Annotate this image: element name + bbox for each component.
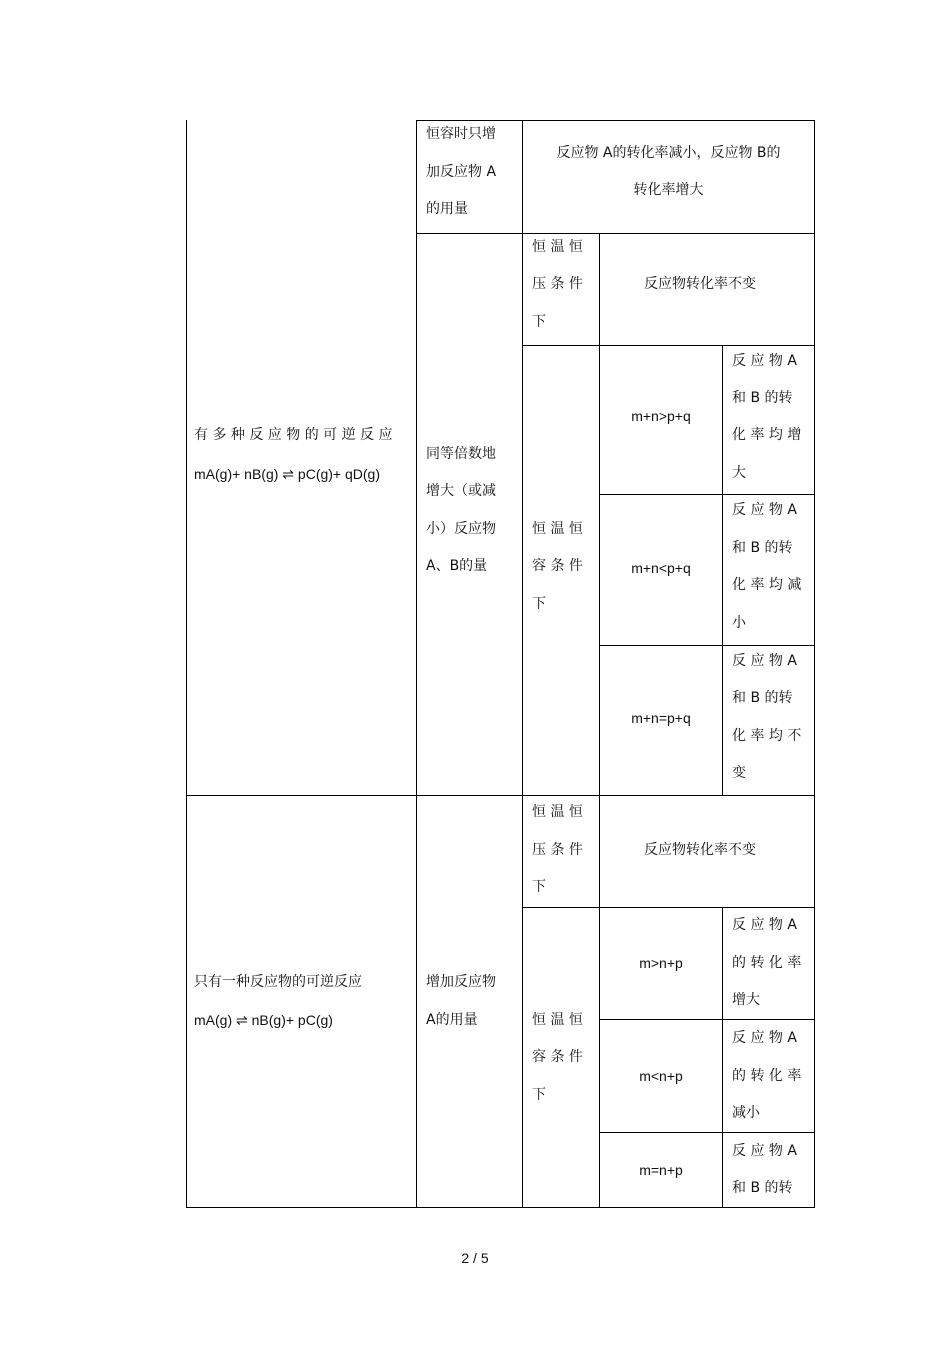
grid-line bbox=[416, 120, 417, 1208]
group1-subrow-condition: m+n=p+q bbox=[631, 710, 691, 726]
group2-equation: mA(g) ⇌ nB(g)+ pC(g) bbox=[194, 1012, 333, 1028]
group2-operation-line: 增加反应物 bbox=[426, 974, 496, 990]
group1-equation: mA(g)+ nB(g) ⇌ pC(g)+ qD(g) bbox=[194, 466, 380, 482]
group2-subrow-condition: m>n+p bbox=[639, 955, 683, 971]
group2-pressure-result: 反应物转化率不变 bbox=[644, 842, 756, 858]
grid-line bbox=[522, 120, 523, 1208]
group2-subrow-result-line: 减小 bbox=[732, 1105, 760, 1121]
group2-subrow-result-line: 的 转 化 率 bbox=[732, 955, 802, 971]
group2-volume-condition: 恒 温 恒 bbox=[532, 1012, 583, 1028]
group1-operation-line: 同等倍数地 bbox=[426, 446, 496, 462]
row1-result-line: 反应物 A的转化率减小，反应物 B的 bbox=[556, 145, 781, 161]
group1-volume-condition: 下 bbox=[532, 596, 546, 612]
group1-subrow-condition: m+n<p+q bbox=[631, 560, 691, 576]
group2-volume-condition: 容 条 件 bbox=[532, 1049, 583, 1065]
group1-operation-line: 增大（或减 bbox=[426, 483, 496, 499]
group2-subrow-condition: m<n+p bbox=[639, 1068, 683, 1084]
group2-subrow-result-line: 反 应 物 A bbox=[732, 1030, 797, 1046]
group2-title: 只有一种反应物的可逆反应 bbox=[194, 974, 362, 990]
group2-volume-condition: 下 bbox=[532, 1087, 546, 1103]
group1-operation-line: 小）反应物 bbox=[426, 521, 496, 537]
group1-title: 有 多 种 反 应 物 的 可 逆 反 应 bbox=[194, 427, 393, 443]
row1-case-line: 的用量 bbox=[426, 201, 468, 217]
group1-subrow-result-line: 化 率 均 不 bbox=[732, 728, 802, 744]
group1-subrow-result-line: 化 率 均 增 bbox=[732, 427, 802, 443]
group1-subrow-result-line: 变 bbox=[732, 765, 746, 781]
group2-pressure-condition: 下 bbox=[532, 879, 546, 895]
group2-subrow-result-line: 反 应 物 A bbox=[732, 917, 797, 933]
group1-pressure-condition: 恒 温 恒 bbox=[532, 239, 583, 255]
grid-line bbox=[186, 1207, 815, 1208]
group1-subrow-condition: m+n>p+q bbox=[631, 408, 691, 424]
group2-subrow-result-line: 反 应 物 A bbox=[732, 1143, 797, 1159]
group1-subrow-result-line: 反 应 物 A bbox=[732, 653, 797, 669]
group1-volume-condition: 容 条 件 bbox=[532, 558, 583, 574]
group1-pressure-condition: 压 条 件 bbox=[532, 276, 583, 292]
grid-line bbox=[814, 120, 815, 1208]
group1-subrow-result-line: 化 率 均 减 bbox=[732, 577, 802, 593]
group2-subrow-result-line: 增大 bbox=[732, 992, 760, 1008]
grid-line bbox=[186, 795, 815, 796]
row1-case-line: 加反应物 A bbox=[426, 164, 497, 180]
group1-operation-line: A、B的量 bbox=[426, 558, 488, 574]
group1-pressure-condition: 下 bbox=[532, 314, 546, 330]
grid-line bbox=[722, 345, 723, 795]
group2-pressure-condition: 恒 温 恒 bbox=[532, 804, 583, 820]
group2-pressure-condition: 压 条 件 bbox=[532, 842, 583, 858]
group2-subrow-condition: m=n+p bbox=[639, 1162, 683, 1178]
group2-subrow-result-line: 的 转 化 率 bbox=[732, 1068, 802, 1084]
group1-subrow-result-line: 和 B 的转 bbox=[732, 390, 793, 406]
row1-case-line: 恒容时只增 bbox=[426, 126, 496, 142]
page-number: 2 / 5 bbox=[461, 1250, 489, 1266]
grid-line bbox=[722, 907, 723, 1208]
grid-line bbox=[416, 233, 815, 234]
row1-result-line: 转化率增大 bbox=[633, 182, 704, 198]
group1-subrow-result-line: 反 应 物 A bbox=[732, 502, 797, 518]
group2-subrow-result-line: 和 B 的转 bbox=[732, 1180, 793, 1196]
group1-subrow-result-line: 和 B 的转 bbox=[732, 540, 793, 556]
group1-subrow-result-line: 反 应 物 A bbox=[732, 353, 797, 369]
group1-subrow-result-line: 大 bbox=[732, 465, 746, 481]
group1-subrow-result-line: 和 B 的转 bbox=[732, 690, 793, 706]
grid-line bbox=[186, 120, 187, 1208]
group1-subrow-result-line: 小 bbox=[732, 615, 746, 631]
group1-pressure-result: 反应物转化率不变 bbox=[644, 276, 756, 292]
group2-operation-line: A的用量 bbox=[426, 1012, 478, 1028]
group1-volume-condition: 恒 温 恒 bbox=[532, 521, 583, 537]
